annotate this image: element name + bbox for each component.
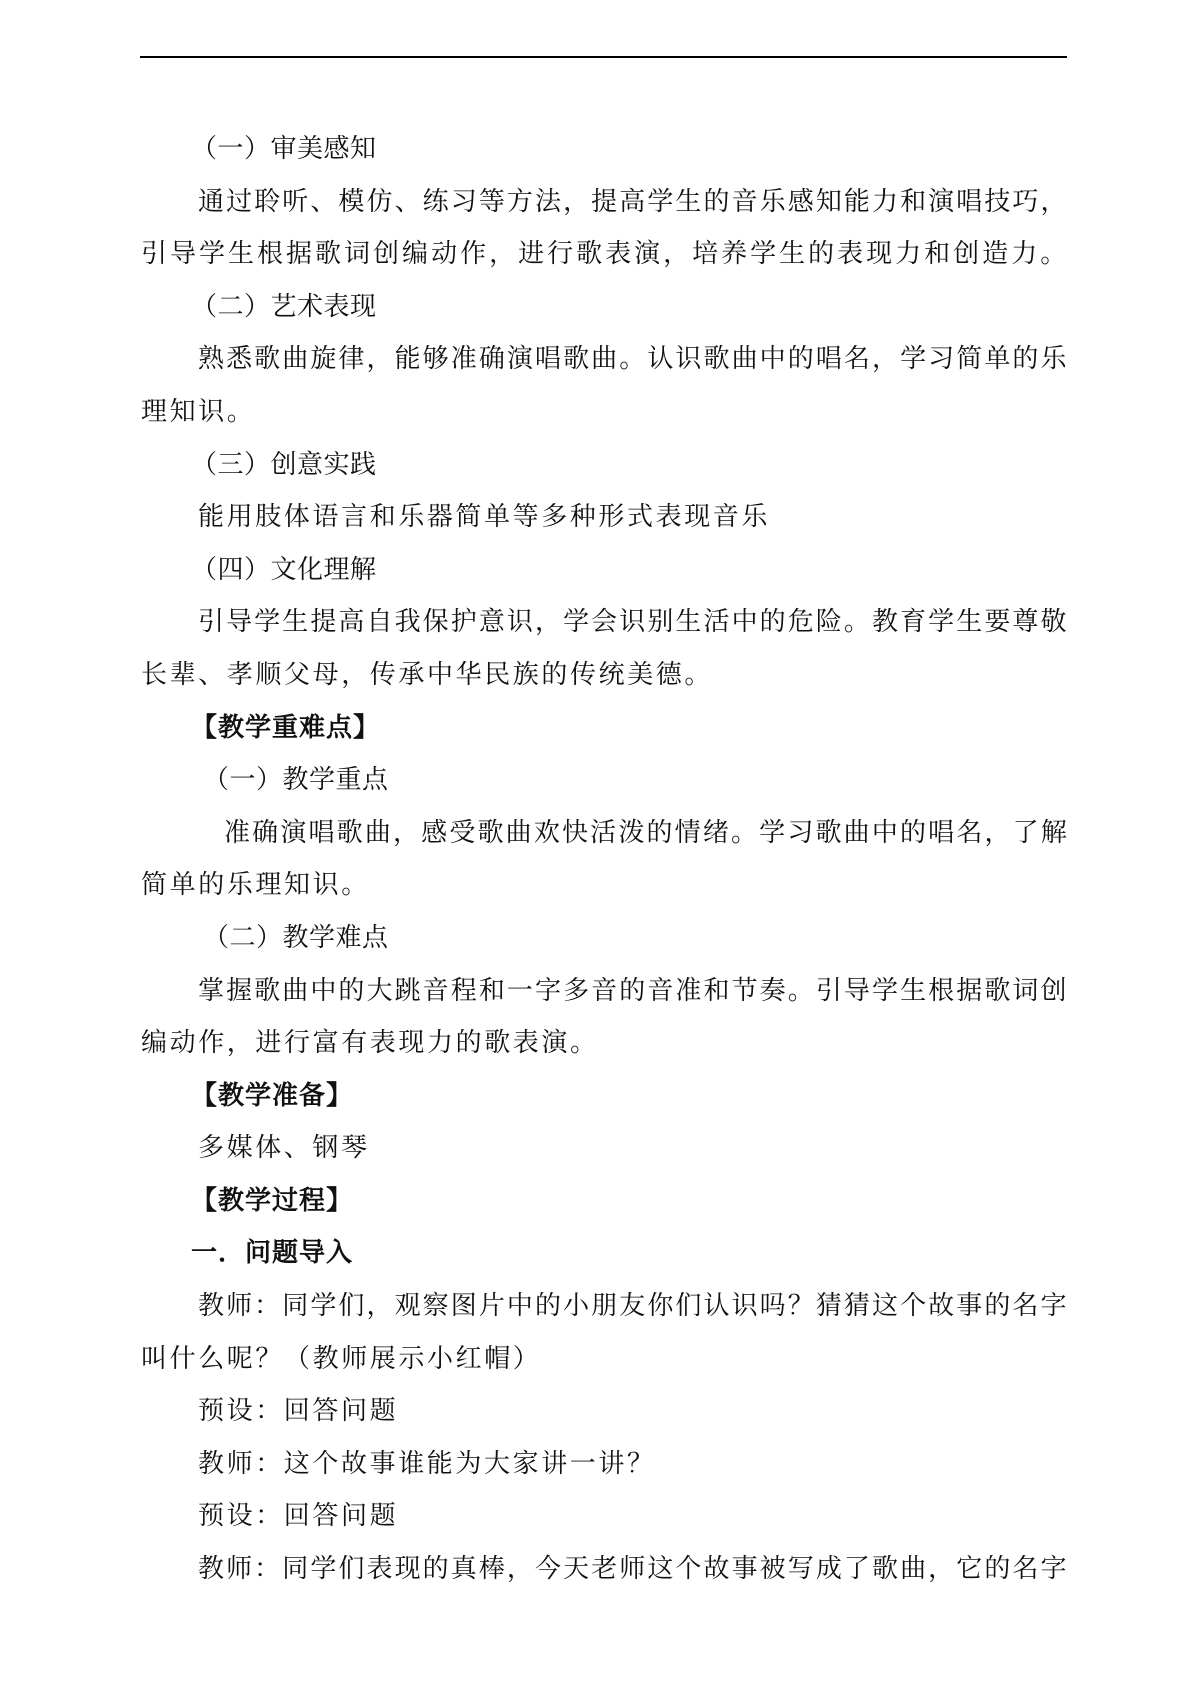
paragraph-line: 通过聆听、模仿、练习等方法，提高学生的音乐感知能力和演唱技巧， — [198, 186, 1069, 217]
section-heading-difficulty: （二）教学难点 — [203, 922, 389, 953]
paragraph-line: 预设：回答问题 — [198, 1396, 399, 1427]
document-body — [141, 123, 1069, 1596]
paragraph-line: 引导学生根据歌词创编动作，进行歌表演，培养学生的表现力和创造力。 — [141, 239, 1070, 270]
header-rule — [140, 56, 1067, 58]
section-heading-creative: （三）创意实践 — [191, 449, 377, 480]
section-heading-focus: （一）教学重点 — [203, 765, 389, 796]
paragraph-line: 能用肢体语言和乐器简单等多种形式表现音乐 — [198, 502, 771, 533]
step-heading-intro: 一．问题导入 — [191, 1238, 354, 1269]
section-heading-culture: （四）文化理解 — [191, 554, 377, 585]
paragraph-line: 长辈、孝顺父母，传承中华民族的传统美德。 — [141, 659, 714, 690]
bracket-heading-process: 【教学过程】 — [191, 1185, 354, 1216]
paragraph-line: 多媒体、钢琴 — [198, 1133, 370, 1164]
paragraph-line: 编动作，进行富有表现力的歌表演。 — [141, 1028, 599, 1059]
paragraph-line: 教师：同学们，观察图片中的小朋友你们认识吗？猜猜这个故事的名字 — [198, 1291, 1069, 1322]
paragraph-line: 简单的乐理知识。 — [141, 870, 370, 901]
bracket-heading-preparation: 【教学准备】 — [191, 1080, 354, 1111]
paragraph-line: 理知识。 — [141, 396, 256, 427]
paragraph-line: 引导学生提高自我保护意识，学会识别生活中的危险。教育学生要尊敬 — [198, 607, 1069, 638]
bracket-heading-key-points: 【教学重难点】 — [191, 712, 381, 743]
paragraph-line: 准确演唱歌曲，感受歌曲欢快活泼的情绪。学习歌曲中的唱名，了解 — [224, 817, 1070, 848]
paragraph-line: 教师：同学们表现的真棒，今天老师这个故事被写成了歌曲，它的名字 — [198, 1554, 1069, 1585]
section-heading-art: （二）艺术表现 — [191, 291, 377, 322]
section-heading-aesthetic: （一）审美感知 — [191, 134, 377, 164]
paragraph-line: 熟悉歌曲旋律，能够准确演唱歌曲。认识歌曲中的唱名，学习简单的乐 — [198, 344, 1069, 375]
paragraph-line: 掌握歌曲中的大跳音程和一字多音的音准和节奏。引导学生根据歌词创 — [198, 975, 1069, 1006]
paragraph-line: 教师：这个故事谁能为大家讲一讲？ — [198, 1448, 656, 1479]
paragraph-line: 预设：回答问题 — [198, 1501, 399, 1532]
paragraph-line: 叫什么呢？（教师展示小红帽） — [141, 1343, 542, 1374]
